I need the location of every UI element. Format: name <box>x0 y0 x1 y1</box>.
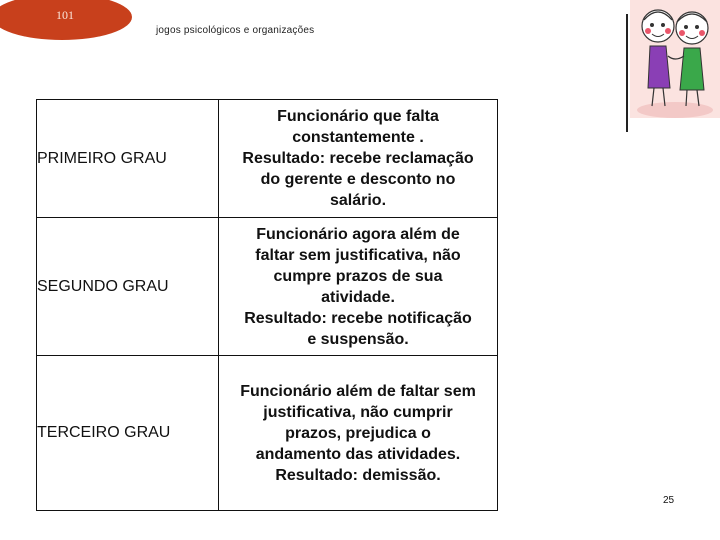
divider-line <box>626 14 628 132</box>
two-friends-drawing-icon <box>630 0 720 118</box>
description-line: Resultado: demissão. <box>275 466 441 484</box>
grade-description <box>219 218 498 356</box>
description-line: justificativa, não cumprir <box>263 403 453 421</box>
description-line: constantemente . <box>292 129 424 146</box>
grade-label: TERCEIRO GRAU <box>37 356 219 511</box>
description-line: Resultado: recebe notificação <box>244 309 472 327</box>
description-line: faltar sem justificativa, não <box>255 246 461 264</box>
description-line: andamento das atividades. <box>255 445 461 463</box>
table-row <box>37 356 498 511</box>
description-line: e suspensão. <box>307 330 409 348</box>
grade-label: SEGUNDO GRAU <box>37 218 219 356</box>
description-line: Funcionário além de faltar sem <box>240 382 476 400</box>
grade-label: PRIMEIRO GRAU <box>37 100 219 218</box>
description-line: Funcionário que falta <box>277 108 439 125</box>
description-line: do gerente e desconto no <box>260 171 456 188</box>
table-row <box>37 218 498 356</box>
grade-description <box>219 356 498 511</box>
description-line: atividade. <box>321 288 395 306</box>
description-line: Funcionário agora além de <box>256 225 460 243</box>
description-line: cumpre prazos de sua <box>273 267 443 285</box>
description-line: salário. <box>329 192 387 209</box>
description-line: Resultado: recebe reclamação <box>242 150 474 167</box>
slide-badge-number: 101 <box>56 8 74 22</box>
grades-table <box>36 99 498 511</box>
presentation-subtitle: jogos psicológicos e organizações <box>156 25 315 36</box>
grade-description <box>219 100 498 218</box>
slide-badge <box>0 0 132 40</box>
page-number: 25 <box>663 495 675 506</box>
description-line: prazos, prejudica o <box>285 424 431 442</box>
table-row <box>37 100 498 218</box>
